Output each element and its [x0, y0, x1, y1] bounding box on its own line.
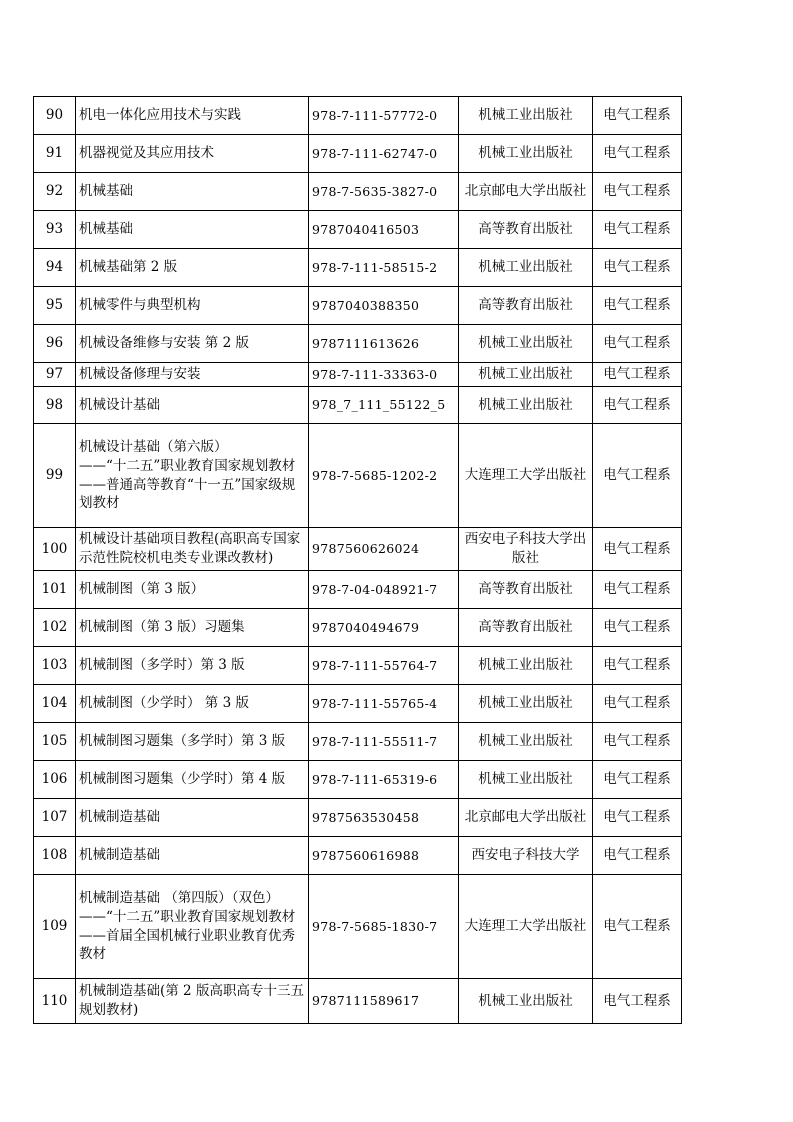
book-publisher: 机械工业出版社 — [459, 363, 593, 387]
table-row — [34, 528, 682, 571]
book-publisher: 北京邮电大学出版社 — [459, 799, 593, 837]
book-department: 电气工程系 — [593, 647, 682, 685]
book-publisher: 机械工业出版社 — [459, 135, 593, 173]
row-number: 99 — [34, 424, 76, 528]
book-publisher: 机械工业出版社 — [459, 761, 593, 799]
book-publisher: 北京邮电大学出版社 — [459, 173, 593, 211]
row-number: 108 — [34, 837, 76, 875]
row-number: 107 — [34, 799, 76, 837]
table-row — [34, 363, 682, 387]
table-row — [34, 685, 682, 723]
book-title: 机械制图习题集（多学时）第 3 版 — [76, 723, 309, 761]
book-isbn: 9787560626024 — [309, 528, 459, 571]
book-isbn: 978_7_111_55122_5 — [309, 387, 459, 424]
book-department: 电气工程系 — [593, 685, 682, 723]
book-publisher: 机械工业出版社 — [459, 249, 593, 287]
book-isbn: 9787560616988 — [309, 837, 459, 875]
row-number: 98 — [34, 387, 76, 424]
book-isbn: 978-7-5635-3827-0 — [309, 173, 459, 211]
table-row — [34, 723, 682, 761]
book-publisher: 西安电子科技大学出版社 — [459, 528, 593, 571]
table-row — [34, 837, 682, 875]
book-isbn: 9787040388350 — [309, 287, 459, 325]
book-department: 电气工程系 — [593, 837, 682, 875]
book-isbn: 978-7-111-55764-7 — [309, 647, 459, 685]
book-title: 机械设备维修与安装 第 2 版 — [76, 325, 309, 363]
book-publisher: 机械工业出版社 — [459, 979, 593, 1024]
table-row — [34, 979, 682, 1024]
book-title: 机械设计基础项目教程(高职高专国家示范性院校机电类专业课改教材) — [76, 528, 309, 571]
table-row — [34, 424, 682, 528]
book-title: 机械制造基础 — [76, 837, 309, 875]
book-department: 电气工程系 — [593, 571, 682, 609]
book-isbn: 978-7-111-57772-0 — [309, 97, 459, 135]
book-title: 机械制图（多学时）第 3 版 — [76, 647, 309, 685]
book-isbn: 978-7-111-55511-7 — [309, 723, 459, 761]
row-number: 96 — [34, 325, 76, 363]
book-isbn: 9787040494679 — [309, 609, 459, 647]
book-title: 机械设计基础 — [76, 387, 309, 424]
book-publisher: 机械工业出版社 — [459, 723, 593, 761]
book-isbn: 978-7-111-65319-6 — [309, 761, 459, 799]
row-number: 100 — [34, 528, 76, 571]
table-row — [34, 211, 682, 249]
book-isbn: 978-7-111-55765-4 — [309, 685, 459, 723]
book-isbn: 9787040416503 — [309, 211, 459, 249]
book-publisher: 高等教育出版社 — [459, 609, 593, 647]
book-department: 电气工程系 — [593, 528, 682, 571]
table-row — [34, 325, 682, 363]
book-publisher: 高等教育出版社 — [459, 571, 593, 609]
table-row — [34, 609, 682, 647]
row-number: 110 — [34, 979, 76, 1024]
book-title: 机械制图（第 3 版） — [76, 571, 309, 609]
table-row — [34, 173, 682, 211]
book-isbn: 978-7-5685-1202-2 — [309, 424, 459, 528]
table-row — [34, 287, 682, 325]
book-publisher: 西安电子科技大学 — [459, 837, 593, 875]
table-row — [34, 875, 682, 979]
book-publisher: 机械工业出版社 — [459, 685, 593, 723]
book-title: 机械基础 — [76, 211, 309, 249]
book-title: 机械设备修理与安装 — [76, 363, 309, 387]
book-publisher: 机械工业出版社 — [459, 97, 593, 135]
book-department: 电气工程系 — [593, 287, 682, 325]
row-number: 95 — [34, 287, 76, 325]
book-department: 电气工程系 — [593, 173, 682, 211]
book-publisher: 高等教育出版社 — [459, 211, 593, 249]
book-department: 电气工程系 — [593, 609, 682, 647]
row-number: 92 — [34, 173, 76, 211]
book-isbn: 9787111613626 — [309, 325, 459, 363]
book-title: 机器视觉及其应用技术 — [76, 135, 309, 173]
book-isbn: 9787111589617 — [309, 979, 459, 1024]
book-isbn: 978-7-5685-1830-7 — [309, 875, 459, 979]
book-isbn: 978-7-111-62747-0 — [309, 135, 459, 173]
row-number: 103 — [34, 647, 76, 685]
table-row — [34, 799, 682, 837]
row-number: 104 — [34, 685, 76, 723]
table-row — [34, 249, 682, 287]
book-publisher: 机械工业出版社 — [459, 387, 593, 424]
book-isbn: 978-7-111-33363-0 — [309, 363, 459, 387]
book-department: 电气工程系 — [593, 761, 682, 799]
row-number: 101 — [34, 571, 76, 609]
row-number: 97 — [34, 363, 76, 387]
book-department: 电气工程系 — [593, 211, 682, 249]
book-title: 机电一体化应用技术与实践 — [76, 97, 309, 135]
row-number: 106 — [34, 761, 76, 799]
book-isbn: 978-7-04-048921-7 — [309, 571, 459, 609]
row-number: 102 — [34, 609, 76, 647]
row-number: 94 — [34, 249, 76, 287]
book-department: 电气工程系 — [593, 799, 682, 837]
book-department: 电气工程系 — [593, 979, 682, 1024]
book-isbn: 9787563530458 — [309, 799, 459, 837]
book-title: 机械制图（第 3 版）习题集 — [76, 609, 309, 647]
table-row — [34, 97, 682, 135]
book-department: 电气工程系 — [593, 363, 682, 387]
book-publisher: 机械工业出版社 — [459, 325, 593, 363]
book-publisher: 机械工业出版社 — [459, 647, 593, 685]
book-table — [33, 96, 682, 1024]
book-department: 电气工程系 — [593, 249, 682, 287]
row-number: 93 — [34, 211, 76, 249]
book-department: 电气工程系 — [593, 387, 682, 424]
row-number: 109 — [34, 875, 76, 979]
book-department: 电气工程系 — [593, 325, 682, 363]
table-row — [34, 387, 682, 424]
table-row — [34, 761, 682, 799]
book-department: 电气工程系 — [593, 723, 682, 761]
row-number: 90 — [34, 97, 76, 135]
book-title: 机械基础第 2 版 — [76, 249, 309, 287]
book-title: 机械制造基础 — [76, 799, 309, 837]
table-row — [34, 135, 682, 173]
book-isbn: 978-7-111-58515-2 — [309, 249, 459, 287]
book-title: 机械制图（少学时） 第 3 版 — [76, 685, 309, 723]
row-number: 105 — [34, 723, 76, 761]
book-publisher: 大连理工大学出版社 — [459, 424, 593, 528]
book-title: 机械基础 — [76, 173, 309, 211]
book-title: 机械制造基础(第 2 版高职高专十三五规划教材) — [76, 979, 309, 1024]
book-department: 电气工程系 — [593, 135, 682, 173]
book-department: 电气工程系 — [593, 875, 682, 979]
book-publisher: 高等教育出版社 — [459, 287, 593, 325]
book-department: 电气工程系 — [593, 97, 682, 135]
book-title: 机械制图习题集（少学时）第 4 版 — [76, 761, 309, 799]
table-row — [34, 571, 682, 609]
book-title: 机械零件与典型机构 — [76, 287, 309, 325]
book-title: 机械制造基础 （第四版）（双色） ——“十二五”职业教育国家规划教材 ——首届全国机械行业职业教育优秀教材 — [76, 875, 309, 979]
table-row — [34, 647, 682, 685]
book-department: 电气工程系 — [593, 424, 682, 528]
row-number: 91 — [34, 135, 76, 173]
book-publisher: 大连理工大学出版社 — [459, 875, 593, 979]
book-title: 机械设计基础（第六版） ——“十二五”职业教育国家规划教材 ——普通高等教育“十一五”国家级规划教材 — [76, 424, 309, 528]
